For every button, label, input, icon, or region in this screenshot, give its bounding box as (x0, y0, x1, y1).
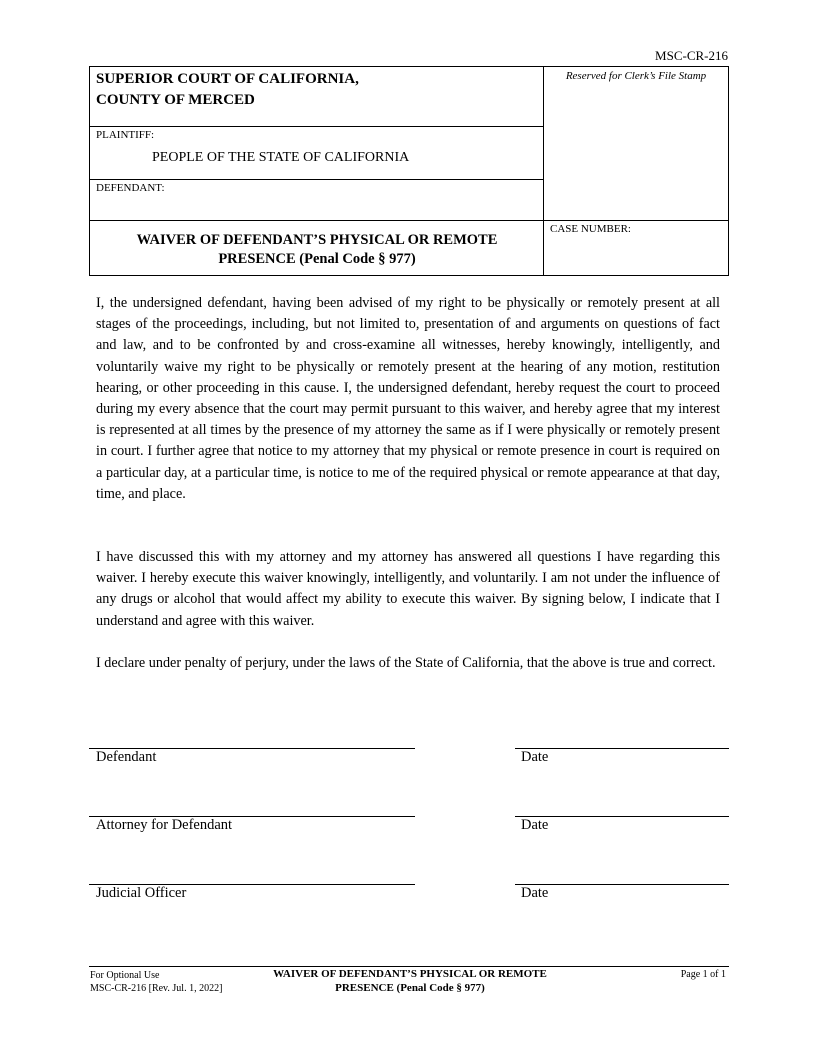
declaration-paragraph: I declare under penalty of perjury, under the laws of the State of California, that the above is true and correct. (96, 655, 716, 671)
attorney-signature-label: Attorney for Defendant (96, 817, 233, 833)
clerk-stamp-label: Reserved for Clerk’s File Stamp (565, 70, 707, 82)
footer-form-info (90, 969, 222, 995)
footer-optional-use: For Optional Use (90, 970, 160, 981)
defendant-box (89, 179, 544, 221)
court-name-line2: COUNTY OF MERCED (96, 92, 255, 108)
judicial-officer-date-label: Date (521, 885, 549, 901)
form-title-line1: WAIVER OF DEFENDANT’S PHYSICAL OR REMOTE (136, 232, 498, 248)
attorney-date-label: Date (521, 817, 549, 833)
defendant-signature-label: Defendant (96, 749, 157, 765)
clerk-file-stamp-box (543, 66, 729, 221)
plaintiff-box (89, 126, 544, 180)
court-name (96, 69, 359, 111)
form-title-line2: PRESENCE (Penal Code § 977) (218, 251, 416, 267)
footer-title-line2: PRESENCE (Penal Code § 977) (335, 982, 485, 994)
judicial-officer-signature-label: Judicial Officer (96, 885, 187, 901)
form-title (90, 231, 544, 269)
form-title-box (89, 220, 544, 276)
case-number-box (543, 220, 729, 276)
defendant-label: DEFENDANT: (96, 182, 165, 194)
footer-page-number: Page 1 of 1 (680, 969, 726, 980)
defendant-date-label: Date (521, 749, 549, 765)
court-name-box (89, 66, 544, 127)
footer-title (250, 967, 570, 995)
case-number-label: CASE NUMBER: (550, 223, 631, 235)
court-name-line1: SUPERIOR COURT OF CALIFORNIA, (96, 71, 359, 87)
waiver-paragraph-2: I have discussed this with my attorney and my attorney has answered all questions I have regarding this waiver. I hereby execute this waiver knowingly, intelligently, and voluntarily. I am not under the influence of any drugs or alcohol that would affect my ability to execute this waiver. By signing below, I indicate that I understand and agree with this waiver. (96, 549, 720, 629)
footer-title-line1: WAIVER OF DEFENDANT’S PHYSICAL OR REMOTE (273, 968, 547, 980)
plaintiff-value[interactable]: PEOPLE OF THE STATE OF CALIFORNIA (152, 150, 410, 165)
form-id: MSC-CR-216 (655, 48, 728, 63)
waiver-paragraph-1: I, the undersigned defendant, having been advised of my right to be physically or remotely present at all stages of the proceedings, including, but not limited to, presentation of and arguments on questions of fact and law, and to be confronted by and cross-examine all witnesses, hereby knowingly, intelligently, and voluntarily waive my right to be physically or remotely present at the hearing of any motion, restitution hearing, or other proceeding in this cause. I, the undersigned defendant, hereby request the court to proceed during my every absence that the court may permit pursuant to this waiver, and hereby agree that my interest is represented at all times by the presence of my attorney the same as if I were physically or remotely present in court. I further agree that notice to my attorney that my physical or remote presence in court is required on a particular day, at a particular time, is notice to me of the required physical or remote appearance at that day, time, and place. (96, 295, 720, 502)
footer-revision: MSC-CR-216 [Rev. Jul. 1, 2022] (90, 983, 223, 994)
plaintiff-label: PLAINTIFF: (96, 129, 155, 141)
